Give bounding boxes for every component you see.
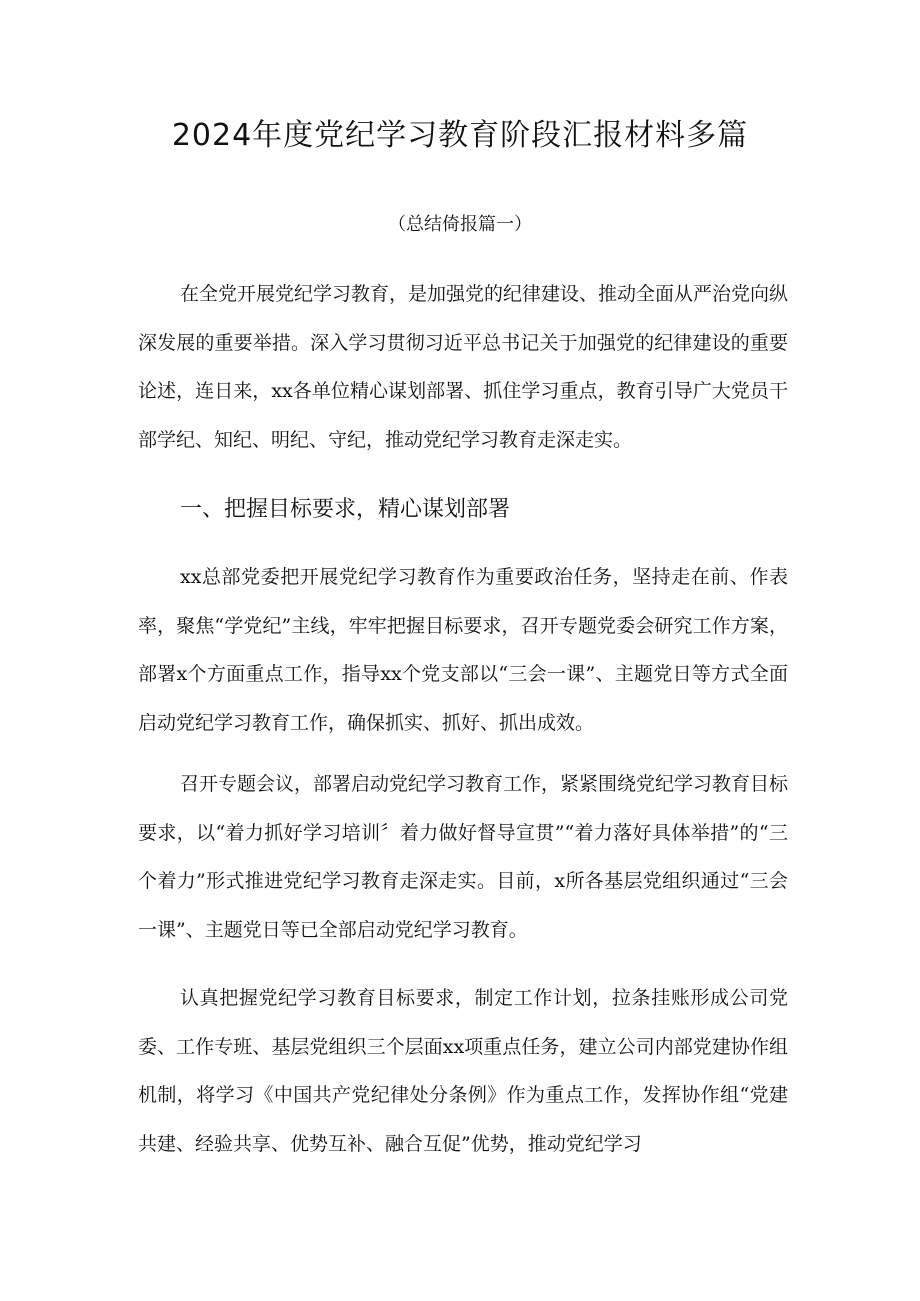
section-paragraph: 召开专题会议，部署启动党纪学习教育工作，紧紧围绕党纪学习教育目标要求，以“着力抓好学习培训〞着力做好督导宣贯”“着力落好具体举措”的“三个着力”形式推进党纪学习教育走深走实。目前，x所各基层党组织通过“三会一课”、主题党日等已全部启动党纪学习教育。 <box>138 773 789 941</box>
document-title: 2024年度党纪学习教育阶段汇报材料多篇 <box>171 118 749 153</box>
section-paragraph: 认真把握党纪学习教育目标要求，制定工作计划，拉条挂账形成公司党委、工作专班、基层党组织三个层面xx项重点任务，建立公司内部党建协作组机制，将学习《中国共产党纪律处分条例》作为重点工作，发挥协作组“党建共建、经验共享、优势互补、融合互促”优势，推动党纪学习 <box>138 987 788 1155</box>
document-subtitle: （总结倚报篇一） <box>388 214 532 235</box>
section-heading: 一、把握目标要求，精心谋划部署 <box>180 497 511 522</box>
section-paragraph: xx总部党委把开展党纪学习教育作为重要政治任务，坚持走在前、作表率，聚焦“学党纪”主线，牢牢把握目标要求，召开专题党委会研究工作方案，部署x个方面重点工作，指导xx个党支部以“三会一课”、主题党日等方式全面启动党纪学习教育工作，确保抓实、抓好、抓出成效。 <box>138 566 788 734</box>
intro-paragraph: 在全党开展党纪学习教育，是加强党的纪律建设、推动全面从严治党向纵深发展的重要举措。深入学习贯彻习近平总书记关于加强党的纪律建设的重要论述，连日来，xx各单位精心谋划部署、抓住学习重点，教育引导广大党员干部学纪、知纪、明纪、守纪，推动党纪学习教育走深走实。 <box>138 283 789 451</box>
